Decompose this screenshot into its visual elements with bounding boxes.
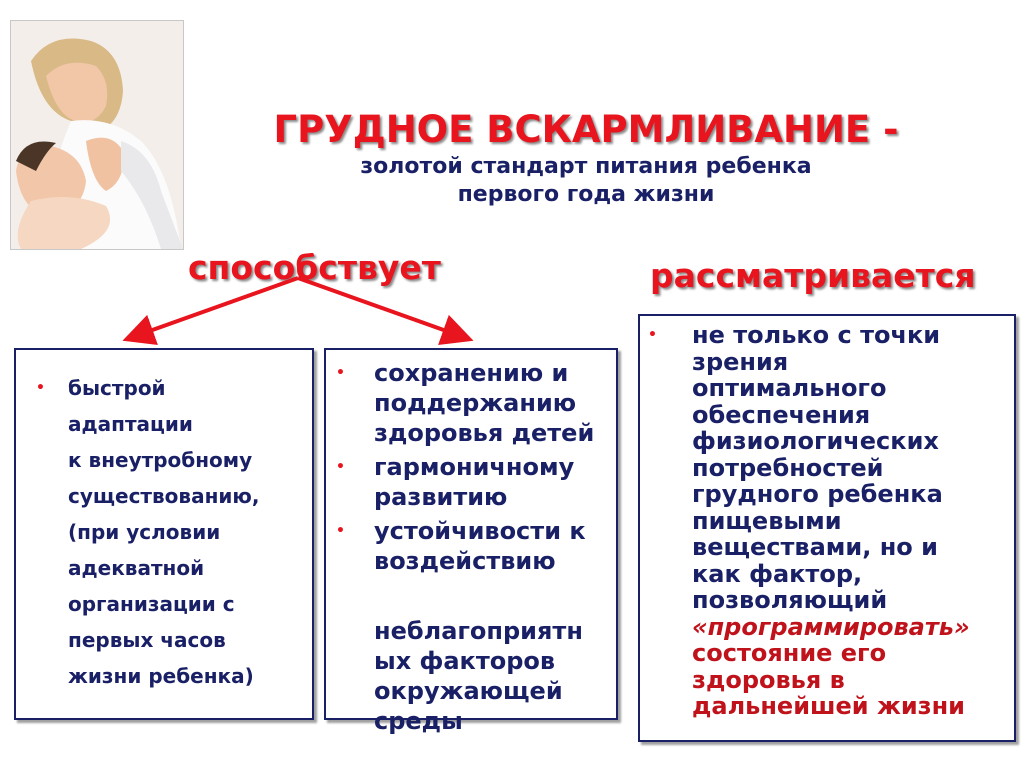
list-line: ых факторов xyxy=(374,647,556,675)
list-line: зрения xyxy=(692,347,789,376)
list-line-red: здоровья в xyxy=(692,665,845,694)
list-line: воздействию xyxy=(374,547,556,575)
list-line: адекватной xyxy=(68,556,205,580)
list-line: веществами, но и xyxy=(692,533,938,561)
list-line: гармоничному xyxy=(374,453,575,481)
list-line: жизни ребенка) xyxy=(68,664,254,688)
list-line: организации с xyxy=(68,592,235,616)
list-line: первых часов xyxy=(68,628,226,652)
list-line: физиологических xyxy=(692,427,939,455)
bullet-dot: • xyxy=(336,523,345,539)
box-adaptation xyxy=(14,348,314,720)
list-line: сохранению и xyxy=(374,359,569,387)
list-line: среды xyxy=(374,707,463,735)
list-line: позволяющий xyxy=(692,586,888,614)
list-line: развитию xyxy=(374,483,508,511)
list-line-red: дальнейшей жизни xyxy=(692,692,965,720)
list-item xyxy=(336,452,614,512)
label-considered: рассматривается xyxy=(650,256,976,295)
list-line: потребностей xyxy=(692,453,884,482)
bullet-dot: • xyxy=(336,365,345,381)
list-item xyxy=(648,322,1010,720)
list-line: пищевыми xyxy=(692,506,842,535)
emphasis-programming: «программировать» xyxy=(692,612,970,641)
list-line: окружающей xyxy=(374,677,563,705)
spacer xyxy=(374,576,614,616)
list-line: (при условии xyxy=(68,520,221,544)
box-programming xyxy=(638,314,1016,742)
list-item xyxy=(36,370,306,694)
list-line: быстрой xyxy=(68,376,166,400)
subtitle-line: первого года жизни xyxy=(457,182,715,207)
box-health xyxy=(324,348,618,735)
list-item xyxy=(336,516,614,736)
list-line: обеспечения xyxy=(692,400,871,429)
list-line: грудного ребенка xyxy=(692,480,943,508)
bullet-dot: • xyxy=(648,327,657,343)
list-line: оптимального xyxy=(692,374,887,402)
list-line: существованию, xyxy=(68,484,260,508)
bullet-dot: • xyxy=(36,380,45,396)
list-line-red: состояние его xyxy=(692,639,887,667)
list-line: устойчивости к xyxy=(374,517,586,545)
label-promotes: способствует xyxy=(188,248,441,287)
list-line: неблагоприятн xyxy=(374,617,583,645)
arrow-left xyxy=(130,278,298,338)
list-item xyxy=(336,358,614,448)
list-line: поддержанию xyxy=(374,389,577,417)
bullet-dot: • xyxy=(336,459,345,475)
arrow-right xyxy=(298,278,466,338)
list-line: к внеутробному xyxy=(68,448,253,472)
list-line: не только с точки xyxy=(692,321,941,349)
page-title: ГРУДНОЕ ВСКАРМЛИВАНИЕ - xyxy=(273,108,899,151)
list-line: как фактор, xyxy=(692,559,863,588)
list-line: здоровья детей xyxy=(374,419,595,447)
subtitle-line: золотой стандарт питания ребенка xyxy=(360,154,812,179)
list-line: адаптации xyxy=(68,412,193,436)
